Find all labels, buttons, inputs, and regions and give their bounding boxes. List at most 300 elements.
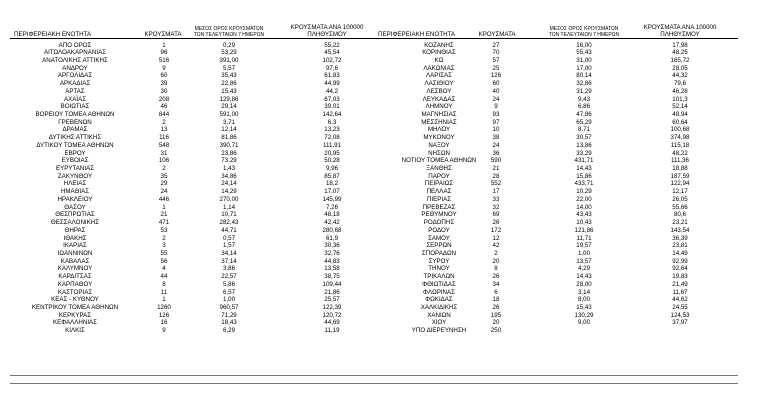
table-row: [370, 296, 740, 304]
left-header-region: ΠΕΡΙΦΕΡΕΙΑΚΗ ΕΝΟΤΗΤΑ: [14, 31, 92, 38]
region-cell: ΡΟΔΟΠΗΣ: [423, 219, 455, 227]
table-row: [370, 250, 740, 258]
cases-cell: 60: [160, 72, 168, 80]
per100k-cell: 13,23: [324, 126, 340, 134]
cases-cell: 34: [492, 280, 500, 288]
per100k-cell: 60,64: [672, 118, 688, 126]
cases-cell: 2: [162, 118, 166, 126]
avg-cell: 16,00: [576, 41, 592, 49]
region-cell: ΑΝΔΡΟΥ: [62, 64, 88, 72]
cases-cell: 126: [158, 311, 170, 319]
left-header-avg-line2: ΤΩΝ ΤΕΛΕΥΤΑΙΩΝ 7 ΗΜΕΡΩΝ: [193, 32, 265, 38]
table-row: [370, 273, 740, 281]
per100k-cell: 23,81: [672, 242, 688, 250]
cases-cell: 25: [492, 64, 500, 72]
per100k-cell: 25,57: [324, 296, 340, 304]
cases-cell: 96: [160, 49, 168, 57]
avg-cell: 22,57: [221, 273, 237, 281]
table-row: [10, 258, 380, 266]
table-row: [370, 142, 740, 150]
table-row: [370, 312, 740, 320]
table-row: [370, 119, 740, 127]
avg-cell: 1,57: [222, 242, 236, 250]
avg-cell: 35,43: [221, 72, 237, 80]
right-header-avg: [542, 26, 626, 38]
avg-cell: 34,86: [221, 172, 237, 180]
avg-cell: 130,29: [574, 311, 594, 319]
region-cell: ΚΑΒΑΛΑΣ: [60, 257, 90, 265]
per100k-cell: 67,03: [324, 95, 340, 103]
cases-cell: 9: [162, 64, 166, 72]
region-cell: ΣΕΡΡΩΝ: [426, 242, 452, 250]
cases-cell: 20: [492, 257, 500, 265]
cases-cell: 24: [492, 141, 500, 149]
region-cell: ΧΑΛΚΙΔΙΚΗΣ: [420, 303, 458, 311]
region-cell: ΝΗΣΩΝ: [428, 149, 450, 157]
per100k-cell: 111,91: [322, 141, 341, 149]
region-cell: ΣΑΜΟΥ: [428, 234, 450, 242]
per100k-cell: 111,36: [670, 157, 689, 165]
per100k-cell: 19,83: [672, 273, 688, 281]
region-cell: ΘΕΣΠΡΩΤΙΑΣ: [55, 211, 95, 219]
cases-cell: 10: [492, 126, 500, 134]
per100k-cell: 44,83: [324, 257, 340, 265]
per100k-cell: 85,87: [324, 172, 340, 180]
right-header-per100k: [638, 24, 722, 38]
per100k-cell: 109,44: [322, 280, 342, 288]
region-cell: ΑΡΤΑΣ: [65, 87, 85, 95]
table-row: [370, 242, 740, 250]
cases-cell: 40: [492, 87, 500, 95]
region-cell: ΘΑΣΟΥ: [64, 203, 86, 211]
table-row: [370, 258, 740, 266]
per100k-cell: 30,36: [324, 242, 340, 250]
table-row: [370, 281, 740, 289]
per100k-cell: 28,05: [672, 64, 688, 72]
avg-cell: 6,86: [577, 103, 591, 111]
table-row: [10, 289, 380, 297]
cases-cell: 9: [494, 103, 498, 111]
cases-cell: 31: [160, 149, 168, 157]
table-row: [370, 265, 740, 273]
region-cell: ΙΘΑΚΗΣ: [63, 234, 87, 242]
per100k-cell: 20,95: [324, 149, 340, 157]
avg-cell: 80,14: [576, 72, 592, 80]
region-cell: ΔΡΑΜΑΣ: [62, 126, 88, 134]
cases-cell: 552: [490, 180, 502, 188]
page-bottom-rule: [10, 383, 738, 384]
table-row: [370, 327, 740, 335]
per100k-cell: 9,96: [325, 165, 339, 173]
region-cell: ΚΑΡΔΙΤΣΑΣ: [58, 273, 92, 281]
avg-cell: 121,86: [574, 226, 594, 234]
region-cell: ΓΡΕΒΕΝΩΝ: [58, 118, 92, 126]
table-row: [10, 96, 380, 104]
cases-cell: 69: [492, 211, 500, 219]
per100k-cell: 44,2: [325, 87, 339, 95]
avg-cell: 5,57: [222, 64, 236, 72]
cases-cell: 116: [159, 134, 169, 142]
table-row: [10, 227, 380, 235]
avg-cell: 34,14: [221, 249, 237, 257]
left-header-avg-line1: ΜΕΣΟΣ ΟΡΟΣ ΚΡΟΥΣΜΑΤΩΝ: [194, 26, 264, 32]
per100k-cell: 72,08: [324, 134, 340, 142]
cases-cell: 33: [492, 195, 500, 203]
table-row: [10, 72, 380, 80]
avg-cell: 6,57: [222, 288, 236, 296]
table-row: [10, 150, 380, 158]
table-row: [370, 103, 740, 111]
cases-cell: 20: [492, 319, 500, 327]
table-row: [10, 165, 380, 173]
per100k-cell: 48,25: [672, 49, 688, 57]
table-row: [10, 173, 380, 181]
table-row: [10, 119, 380, 127]
region-cell: ΚΑΣΤΟΡΙΑΣ: [57, 288, 93, 296]
cases-cell: 6: [494, 288, 498, 296]
region-cell: ΑΝΑΤΟΛΙΚΗΣ ΑΤΤΙΚΗΣ: [42, 56, 108, 64]
region-cell: ΚΩ: [434, 56, 444, 64]
region-cell: ΜΕΣΣΗΝΙΑΣ: [421, 118, 457, 126]
table-row: [370, 319, 740, 327]
table-row: [370, 157, 740, 165]
table-row: [370, 150, 740, 158]
cases-cell: 446: [158, 195, 170, 203]
per100k-cell: 165,72: [670, 56, 690, 64]
table-row: [370, 126, 740, 134]
table-row: [10, 57, 380, 65]
region-cell: ΠΡΕΒΕΖΑΣ: [422, 203, 456, 211]
avg-cell: 14,43: [576, 165, 592, 173]
table-row: [10, 49, 380, 57]
region-cell: ΚΕΝΤΡΙΚΟΥ ΤΟΜΕΑ ΑΘΗΝΩΝ: [31, 303, 119, 311]
region-cell: ΚΑΛΥΜΝΟΥ: [57, 265, 93, 273]
avg-cell: 129,86: [219, 95, 239, 103]
cases-cell: 844: [158, 110, 170, 118]
per100k-cell: 120,72: [322, 311, 342, 319]
avg-cell: 53,29: [221, 49, 237, 57]
table-row: [10, 235, 380, 243]
cases-cell: 2: [162, 165, 166, 173]
per100k-cell: 44,99: [324, 80, 340, 88]
cases-cell: 126: [490, 72, 502, 80]
avg-cell: 10,43: [576, 219, 592, 227]
avg-cell: 6,29: [222, 327, 236, 335]
region-cell: ΑΧΑΪΑΣ: [63, 95, 87, 103]
region-cell: ΠΕΛΛΑΣ: [426, 188, 452, 196]
right-header-avg-line1: ΜΕΣΟΣ ΟΡΟΣ ΚΡΟΥΣΜΑΤΩΝ: [549, 26, 619, 32]
table-row: [10, 188, 380, 196]
table-row: [10, 103, 380, 111]
avg-cell: 433,71: [574, 180, 594, 188]
region-cell: ΚΙΛΚΙΣ: [65, 327, 85, 335]
cases-cell: 60: [492, 80, 500, 88]
cases-cell: 38: [492, 134, 500, 142]
header-bottom-rule: [10, 38, 738, 39]
avg-cell: 14,29: [221, 188, 237, 196]
region-cell: ΤΗΝΟΥ: [428, 265, 450, 273]
table-row: [10, 296, 380, 304]
cases-cell: 70: [492, 49, 500, 57]
cases-cell: 2: [494, 249, 498, 257]
cases-cell: 24: [492, 95, 500, 103]
region-cell: ΕΒΡΟΥ: [64, 149, 86, 157]
cases-cell: 27: [492, 41, 500, 49]
per100k-cell: 187,59: [670, 172, 690, 180]
per100k-cell: 44,62: [672, 296, 688, 304]
region-cell: ΝΟΤΙΟΥ ΤΟΜΕΑ ΑΘΗΝΩΝ: [401, 157, 477, 165]
avg-cell: 8,71: [577, 126, 591, 134]
avg-cell: 11,71: [576, 234, 592, 242]
table-row: [370, 180, 740, 188]
region-cell: ΜΗΛΟΥ: [427, 126, 451, 134]
table-row: [370, 57, 740, 65]
table-row: [10, 265, 380, 273]
avg-cell: 17,00: [576, 64, 592, 72]
per100k-cell: 12,17: [672, 188, 688, 196]
table-row: [10, 250, 380, 258]
table-row: [370, 227, 740, 235]
cases-cell: 548: [158, 141, 170, 149]
avg-cell: 3,86: [222, 265, 236, 273]
per100k-cell: 374,98: [670, 134, 690, 142]
table-row: [10, 327, 380, 335]
avg-cell: 30,57: [576, 134, 592, 142]
cases-cell: 35: [160, 172, 168, 180]
avg-cell: 71,29: [221, 311, 237, 319]
avg-cell: 32,86: [576, 80, 592, 88]
left-header-per100k-line2: ΠΛΗΘΥΣΜΟΥ: [307, 31, 347, 38]
region-cell: ΖΑΚΥΝΘΟΥ: [57, 172, 93, 180]
cases-cell: 471: [158, 219, 170, 227]
per100k-cell: 17,98: [672, 41, 688, 49]
per100k-cell: 39,01: [324, 103, 340, 111]
avg-cell: 55,43: [576, 49, 592, 57]
region-cell: ΜΥΚΟΝΟΥ: [423, 134, 455, 142]
region-cell: ΚΟΖΑΝΗΣ: [424, 41, 454, 49]
cases-cell: 32: [492, 203, 500, 211]
cases-cell: 28: [492, 172, 500, 180]
cases-cell: 18: [492, 296, 500, 304]
table-row: [10, 211, 380, 219]
region-cell: ΛΗΜΝΟΥ: [425, 103, 453, 111]
avg-cell: 15,43: [221, 87, 237, 95]
per100k-cell: 17,07: [324, 188, 340, 196]
region-cell: ΑΡΚΑΔΙΑΣ: [59, 80, 91, 88]
region-cell: ΠΙΕΡΙΑΣ: [426, 195, 452, 203]
region-cell: ΙΚΑΡΙΑΣ: [63, 242, 87, 250]
per100k-cell: 45,54: [324, 49, 340, 57]
cases-cell: 21: [160, 211, 168, 219]
avg-cell: 3,71: [222, 118, 236, 126]
table-row: [370, 80, 740, 88]
cases-cell: 57: [492, 56, 500, 64]
avg-cell: 13,57: [576, 257, 592, 265]
region-cell: ΡΕΘΥΜΝΟΥ: [421, 211, 457, 219]
region-cell: ΛΕΣΒΟΥ: [426, 87, 452, 95]
per100k-cell: 80,6: [673, 211, 687, 219]
table-row: [10, 80, 380, 88]
left-header-cases: ΚΡΟΥΣΜΑΤΑ: [144, 31, 182, 38]
avg-cell: 33,29: [576, 149, 592, 157]
region-cell: ΛΑΡΙΣΑΣ: [426, 72, 452, 80]
per100k-cell: 11,19: [324, 327, 340, 335]
avg-cell: 1,00: [222, 296, 236, 304]
table-row: [370, 96, 740, 104]
avg-cell: 0,57: [222, 234, 236, 242]
region-cell: ΗΡΑΚΛΕΙΟΥ: [57, 195, 93, 203]
region-cell: ΘΗΡΑΣ: [64, 226, 86, 234]
per100k-cell: 50,28: [324, 157, 340, 165]
avg-cell: 65,29: [576, 118, 592, 126]
region-cell: ΗΛΕΙΑΣ: [63, 180, 87, 188]
region-cell: ΝΑΞΟΥ: [428, 141, 450, 149]
region-cell: ΠΕΙΡΑΙΩΣ: [424, 180, 454, 188]
table-row: [10, 281, 380, 289]
region-cell: ΒΟΡΕΙΟΥ ΤΟΜΕΑ ΑΘΗΝΩΝ: [35, 110, 115, 118]
cases-cell: 4: [162, 265, 166, 273]
avg-cell: 270,00: [219, 195, 239, 203]
per100k-cell: 44,69: [324, 319, 340, 327]
per100k-cell: 61,83: [324, 72, 340, 80]
region-cell: ΒΟΙΩΤΙΑΣ: [60, 103, 90, 111]
avg-cell: 15,86: [576, 172, 592, 180]
per100k-cell: 23,21: [672, 219, 688, 227]
avg-cell: 22,86: [221, 80, 237, 88]
cases-cell: 250: [490, 327, 502, 335]
per100k-cell: 21,49: [672, 280, 688, 288]
table-bottom-rule: [10, 375, 738, 376]
avg-cell: 282,43: [219, 219, 239, 227]
table-row: [10, 273, 380, 281]
table-row: [10, 65, 380, 73]
cases-cell: 13: [160, 126, 168, 134]
cases-cell: 53: [160, 226, 168, 234]
avg-cell: 8,00: [577, 296, 591, 304]
table-row: [370, 88, 740, 96]
cases-cell: 26: [492, 219, 500, 227]
avg-cell: 31,00: [576, 56, 592, 64]
left-header-avg: [193, 26, 265, 38]
region-cell: ΡΟΔΟΥ: [428, 226, 450, 234]
per100k-cell: 21,86: [324, 288, 340, 296]
table-row: [370, 188, 740, 196]
avg-cell: 3,14: [577, 288, 591, 296]
per100k-cell: 100,68: [670, 126, 690, 134]
table-row: [370, 235, 740, 243]
avg-cell: 591,00: [219, 110, 239, 118]
region-cell: ΚΕΑΣ - ΚΥΘΝΟΥ: [51, 296, 99, 304]
per100k-cell: 122,94: [670, 180, 690, 188]
cases-cell: 29: [160, 180, 168, 188]
avg-cell: 14,43: [576, 273, 592, 281]
avg-cell: 47,86: [576, 110, 592, 118]
per100k-cell: 55,22: [324, 41, 340, 49]
table-row: [370, 134, 740, 142]
cases-cell: 46: [160, 103, 168, 111]
per100k-cell: 24,55: [672, 303, 688, 311]
cases-cell: 9: [162, 327, 166, 335]
region-cell: ΤΡΙΚΑΛΩΝ: [423, 273, 455, 281]
region-cell: ΜΑΓΝΗΣΙΑΣ: [421, 110, 457, 118]
avg-cell: 28,00: [576, 280, 592, 288]
per100k-cell: 42,42: [324, 219, 340, 227]
right-header-per100k-line1: ΚΡΟΥΣΜΑΤΑ ΑΝΑ 100000: [643, 24, 717, 31]
per100k-cell: 52,14: [672, 103, 688, 111]
region-cell: ΛΑΚΩΝΙΑΣ: [423, 64, 455, 72]
cases-cell: 42: [492, 242, 500, 250]
table-row: [370, 65, 740, 73]
per100k-cell: 92,99: [672, 257, 688, 265]
region-cell: ΑΙΤΩΛΟΑΚΑΡΝΑΝΙΑΣ: [43, 49, 107, 57]
per100k-cell: 55,66: [672, 203, 688, 211]
table-row: [10, 134, 380, 142]
avg-cell: 73,29: [221, 157, 237, 165]
per100k-cell: 11,67: [672, 288, 688, 296]
avg-cell: 390,71: [219, 141, 239, 149]
region-cell: ΣΥΡΟΥ: [428, 257, 450, 265]
cases-cell: 1260: [157, 303, 171, 311]
region-cell: ΙΩΑΝΝΙΝΩΝ: [57, 249, 93, 257]
region-cell: ΦΛΩΡΙΝΑΣ: [423, 288, 455, 296]
per100k-cell: 101,3: [672, 95, 688, 103]
region-cell: ΚΟΡΙΝΘΙΑΣ: [422, 49, 456, 57]
region-cell: ΛΕΥΚΑΔΑΣ: [422, 95, 456, 103]
per100k-cell: 38,75: [324, 273, 340, 281]
per100k-cell: 13,58: [324, 265, 340, 273]
table-row: [10, 142, 380, 150]
table-row: [10, 111, 380, 119]
avg-cell: 391,00: [219, 56, 239, 64]
cases-cell: 2: [162, 234, 166, 242]
avg-cell: 19,57: [576, 242, 592, 250]
per100k-cell: 37,97: [672, 319, 688, 327]
cases-cell: 16: [160, 319, 168, 327]
table-row: [10, 219, 380, 227]
right-header-region: ΠΕΡΙΦΕΡΕΙΑΚΗ ΕΝΟΤΗΤΑ: [378, 31, 456, 38]
cases-cell: 26: [492, 273, 500, 281]
avg-cell: 37,14: [221, 257, 237, 265]
table-row: [10, 319, 380, 327]
cases-cell: 1: [162, 203, 166, 211]
avg-cell: 5,86: [222, 280, 236, 288]
region-cell: ΕΥΡΥΤΑΝΙΑΣ: [55, 165, 95, 173]
per100k-cell: 26,05: [672, 195, 688, 203]
table-row: [370, 304, 740, 312]
right-header-cases: ΚΡΟΥΣΜΑΤΑ: [478, 31, 516, 38]
table-row: [370, 49, 740, 57]
table-row: [10, 196, 380, 204]
per100k-cell: 6,3: [327, 118, 337, 126]
cases-cell: 8: [162, 280, 166, 288]
cases-cell: 172: [490, 226, 502, 234]
region-cell: ΞΑΝΘΗΣ: [426, 165, 452, 173]
avg-cell: 431,71: [574, 157, 594, 165]
table-row: [370, 165, 740, 173]
cases-cell: 30: [160, 87, 168, 95]
table-row: [10, 312, 380, 320]
cases-cell: 1: [162, 296, 166, 304]
avg-cell: 43,43: [576, 211, 592, 219]
table-row: [370, 211, 740, 219]
cases-cell: 44: [160, 273, 168, 281]
table-row: [10, 126, 380, 134]
cases-cell: 195: [490, 311, 502, 319]
left-header-per100k: [286, 24, 368, 38]
table-row: [370, 111, 740, 119]
region-cell: ΥΠΟ ΔΙΕΡΕΥΝΗΣΗ: [411, 327, 467, 335]
region-cell: ΚΑΡΠΑΘΟΥ: [57, 280, 93, 288]
